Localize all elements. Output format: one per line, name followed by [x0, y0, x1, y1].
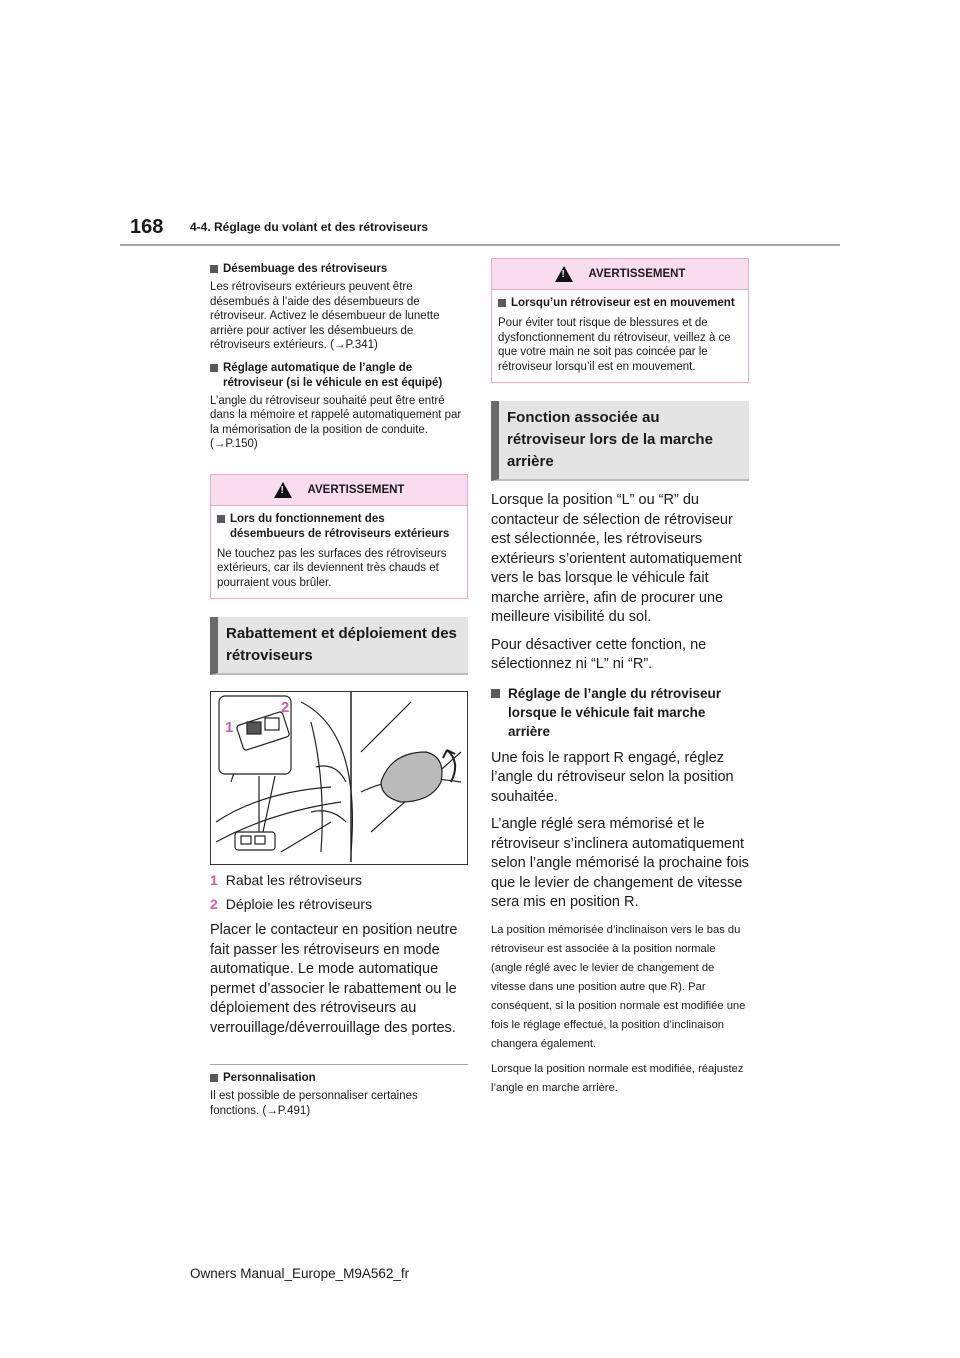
- warning-heading: Lors du fonctionnement des désembueurs de rétroviseurs extérieurs: [217, 512, 461, 542]
- section-title-reverse: Fonction associée au rétroviseur lors de la marche arrière: [491, 401, 749, 481]
- auto-angle-heading: Réglage automatique de l’angle de rétroviseur (si le véhicule en est équipé): [210, 361, 468, 391]
- left-column: [210, 256, 468, 1118]
- reverse-angle-text: Une fois le rapport R engagé, réglez l’angle du rétroviseur selon la position souhaitée.: [491, 749, 734, 805]
- chapter-title: 4-4. Réglage du volant et des rétroviseurs: [190, 220, 429, 234]
- item-text: Rabat les rétroviseurs: [225, 872, 362, 888]
- warning-triangle-icon: [555, 266, 573, 282]
- warning-box-defog: [210, 474, 468, 600]
- warning-title: AVERTISSEMENT: [307, 483, 405, 496]
- list-item: [210, 871, 468, 889]
- memory-note: La position mémorisée d’inclinaison vers le bas du rétroviseur est associée à la position normale (angle réglé avec le levier de changement de vitesse dans une position autre que R). Par conséquent, si la position normale est modifiée une fois le réglage effectué, la position d’inclinaison changera également.: [491, 923, 746, 1050]
- reverse-angle-heading: Réglage de l’angle du rétroviseur lorsque le véhicule fait marche arrière: [491, 684, 749, 741]
- disable-text: Pour désactiver cette fonction, ne sélectionnez ni “L” ni “R”.: [491, 636, 707, 672]
- item-text: Déploie les rétroviseurs: [225, 896, 373, 912]
- mirror-switch-illustration: [211, 692, 467, 862]
- customization-text: Il est possible de personnaliser certaines fonctions. (→P.491): [210, 1090, 418, 1117]
- customization-heading: Personnalisation: [210, 1071, 468, 1086]
- figure-callout-2: 2: [281, 699, 290, 716]
- warning-heading: Lorsqu’un rétroviseur est en mouvement: [498, 296, 742, 311]
- warning-header: [211, 475, 467, 506]
- auto-angle-text: L’angle du rétroviseur souhaité peut être entré dans la mémoire et rappelé automatiquement par la mémorisation de la position de conduite. (→P.150): [210, 394, 462, 450]
- warning-box-movement: [491, 258, 749, 383]
- warning-header: [492, 259, 748, 290]
- fold-description: Placer le contacteur en position neutre fait passer les rétroviseurs en mode automatique. Le mode automatique permet d’associer le rabattement ou le déploiement des rétroviseurs au verrouillage/déverrouillage des portes.: [210, 922, 458, 1036]
- section-title-folding: Rabattement et déploiement des rétroviseurs: [210, 617, 468, 675]
- memory-text: L’angle réglé sera mémorisé et le rétroviseur s’inclinera automatiquement selon l’angle mémorisé la prochaine fois que le levier de changement de vitesse sera mis en position R.: [491, 816, 749, 910]
- readjust-note: Lorsque la position normale est modifiée, réajustez l’angle en marche arrière.: [491, 1062, 744, 1094]
- warning-title: AVERTISSEMENT: [588, 268, 686, 280]
- section-divider: [210, 1064, 468, 1065]
- list-item: [210, 895, 468, 913]
- mirror-switch-figure: [210, 691, 468, 865]
- defog-heading: Désembuage des rétroviseurs: [210, 262, 468, 277]
- warning-text: Pour éviter tout risque de blessures et de dysfonctionnement du rétroviseur, veillez à ce que votre main ne soit pas coincée par le rétroviseur lorsqu’il est en mouvement.: [498, 317, 731, 373]
- item-number: 1: [210, 872, 218, 888]
- reverse-description: Lorsque la position “L” ou “R” du contacteur de sélection de rétroviseur est sélectionnée, les rétroviseurs extérieurs s’orientent automatiquement vers le bas lorsque le véhicule fait marche arrière, afin de procurer une meilleure visibilité du sol.: [491, 492, 742, 625]
- header-rule: [120, 244, 840, 246]
- footer-document-id: Owners Manual_Europe_M9A562_fr: [190, 1266, 410, 1281]
- warning-triangle-icon: [274, 482, 292, 498]
- figure-callout-1: 1: [225, 719, 234, 736]
- right-column: [491, 258, 749, 1098]
- item-number: 2: [210, 896, 218, 912]
- defog-text: Les rétroviseurs extérieurs peuvent être désembués à l’aide des désembueurs de rétroviseur. Activez le désembueur de lunette arrière pour activer les désembueurs de rétroviseurs extérieurs. (→P.341): [210, 281, 440, 351]
- page-number: 168: [130, 216, 164, 238]
- warning-text: Ne touchez pas les surfaces des rétroviseurs extérieurs, car ils deviennent très chauds et pourraient vous brûler.: [217, 547, 447, 589]
